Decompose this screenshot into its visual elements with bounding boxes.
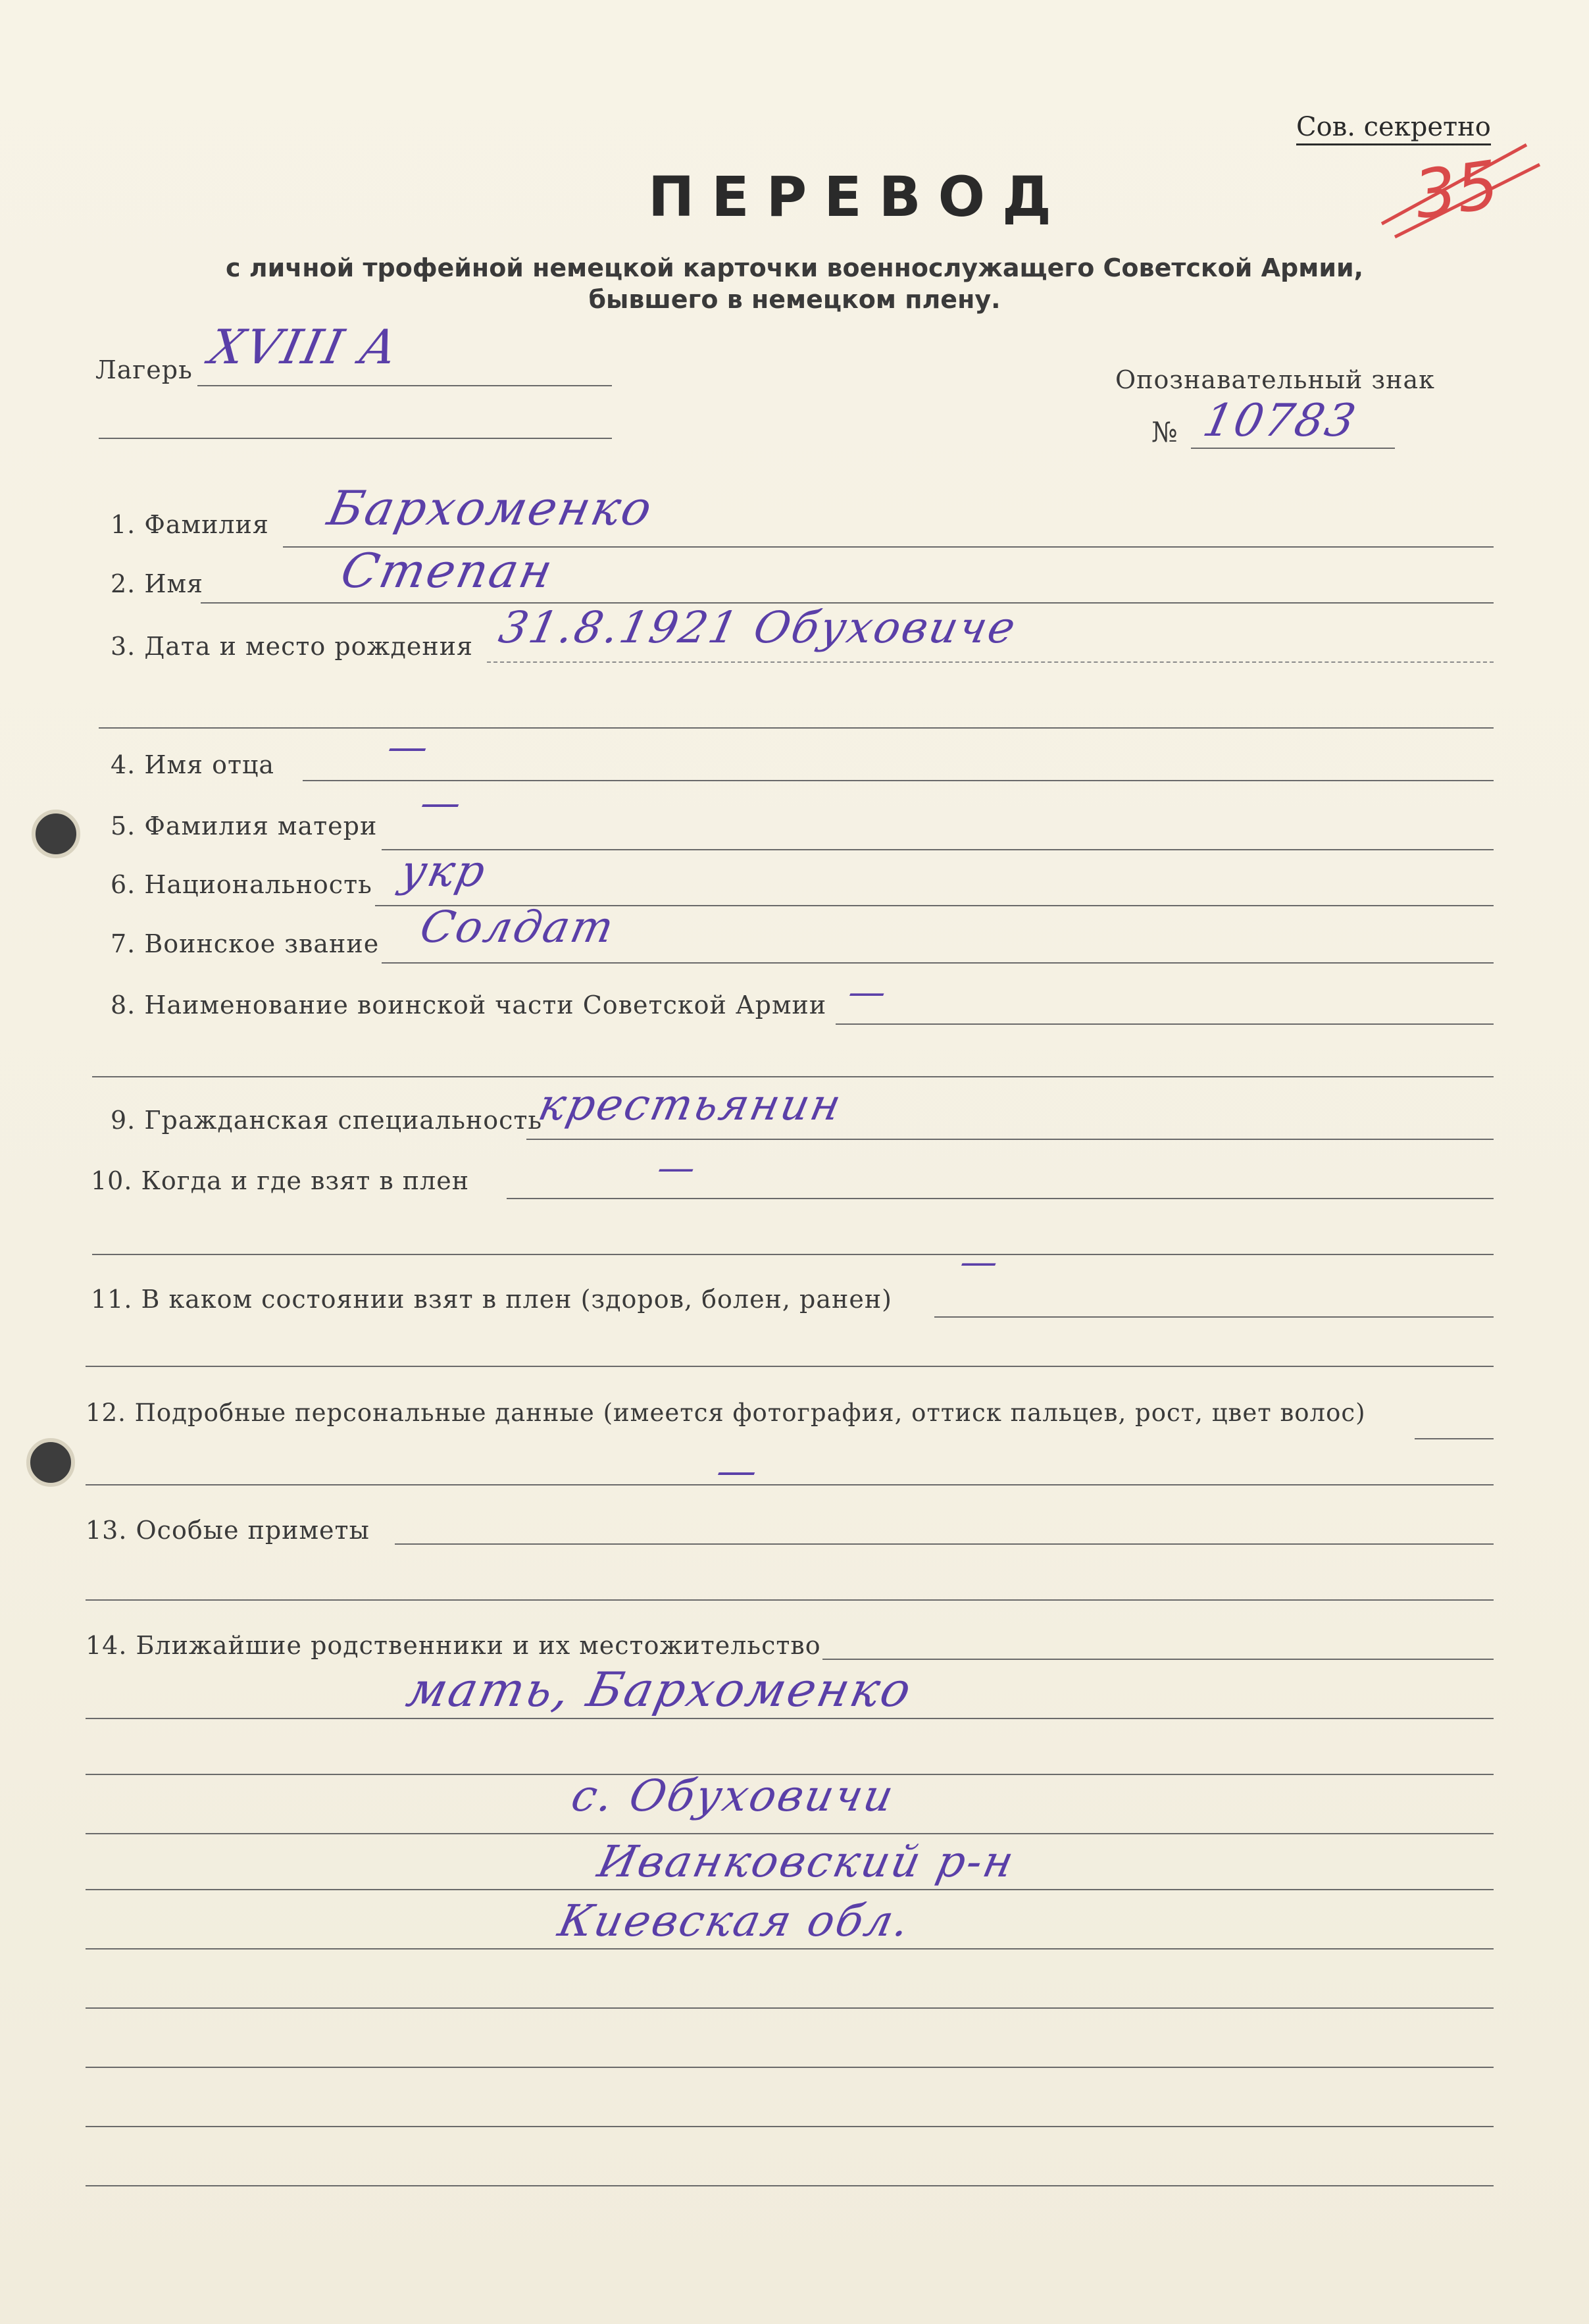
field-13-label: 13. Особые приметы [86, 1516, 370, 1545]
field-4-value: — [383, 724, 435, 770]
field-13-line [395, 1543, 1494, 1545]
field-4-label: 4. Имя отца [111, 750, 275, 779]
punch-hole-bottom [26, 1438, 75, 1487]
red-handwritten-mark: 35 [1409, 145, 1503, 234]
id-tag-underline [1191, 448, 1395, 449]
field-12-line [1415, 1438, 1494, 1439]
field-7-value: Солдат [415, 902, 620, 952]
field-14-ruled-line-6 [86, 2007, 1494, 2009]
field-5-label: 5. Фамилия матери [111, 812, 378, 840]
field-11-line [934, 1316, 1494, 1318]
field-14-ruled-line-1 [86, 1718, 1494, 1719]
field-14-value-line1: мать, Бархоменко [402, 1662, 918, 1717]
field-10-line [507, 1198, 1494, 1199]
document-title: ПЕРЕВОД [648, 165, 1069, 229]
field-5-line [382, 849, 1494, 850]
field-1-label: 1. Фамилия [111, 510, 269, 539]
field-14-ruled-line-8 [86, 2126, 1494, 2127]
document-subtitle-line2: бывшего в немецком плену. [588, 285, 1001, 314]
field-7-line [382, 962, 1494, 964]
field-9-line [526, 1139, 1494, 1140]
field-14-value-line3: Иванковский р-н [593, 1836, 1020, 1887]
field-4-line [303, 780, 1494, 781]
field-14-ruled-line-9 [86, 2185, 1494, 2186]
id-tag-label: Опознавательный знак [1115, 365, 1435, 394]
field-6-value: укр [395, 846, 492, 896]
field-2-label: 2. Имя [111, 569, 204, 598]
field-14-ruled-line-3 [86, 1833, 1494, 1834]
field-8-label: 8. Наименование воинской части Советской Армии [111, 991, 827, 1020]
field-3-extra-line [99, 727, 1494, 729]
field-9-value: крестьянин [534, 1079, 847, 1130]
field-14-ruled-line-5 [86, 1948, 1494, 1950]
field-3-label: 3. Дата и место рождения [111, 632, 474, 661]
field-10-label: 10. Когда и где взят в плен [91, 1166, 470, 1195]
red-underline-scribble [1375, 132, 1546, 250]
field-10-value: — [653, 1147, 701, 1189]
field-11-value: — [956, 1241, 1004, 1283]
punch-hole-top [32, 810, 80, 858]
field-13-extra-line [86, 1599, 1494, 1601]
field-6-label: 6. Национальность [111, 870, 372, 899]
id-tag-number-prefix: № [1151, 416, 1178, 448]
field-12-value: — [712, 1448, 764, 1494]
id-tag-number: 10783 [1198, 395, 1362, 447]
field-11-extra-line [86, 1366, 1494, 1367]
field-8-line [836, 1023, 1494, 1025]
field-5-value: — [416, 780, 468, 826]
field-1-value: Бархоменко [323, 480, 659, 536]
field-10-extra-line [92, 1254, 1494, 1255]
camp-extra-line [99, 438, 612, 439]
field-8-extra-line [92, 1076, 1494, 1077]
field-12-extra-line [86, 1484, 1494, 1485]
secret-stamp-label: Сов. секретно [1296, 112, 1491, 145]
field-9-label: 9. Гражданская специальность [111, 1106, 543, 1135]
camp-label: Лагерь [95, 355, 193, 384]
camp-underline [197, 385, 612, 386]
field-14-ruled-line-4 [86, 1889, 1494, 1890]
field-3-line [487, 661, 1494, 663]
field-14-value-line2: с. Обуховичи [567, 1770, 900, 1821]
field-2-value: Степан [336, 543, 559, 598]
field-14-line [822, 1659, 1494, 1660]
field-14-ruled-line-7 [86, 2067, 1494, 2068]
field-14-value-line4: Киевская обл. [553, 1896, 916, 1946]
field-14-label: 14. Ближайшие родственники и их местожительство [86, 1631, 821, 1660]
field-7-label: 7. Воинское звание [111, 929, 380, 958]
field-3-value: 31.8.1921 Обуховиче [494, 602, 1022, 653]
camp-value: XVIII A [205, 319, 404, 374]
field-11-label: 11. В каком состоянии взят в плен (здоров, болен, ранен) [91, 1285, 892, 1314]
document-subtitle-line1: с личной трофейной немецкой карточки военнослужащего Советской Армии, [225, 253, 1364, 282]
field-12-label: 12. Подробные персональные данные (имеется фотография, оттиск пальцев, рост, цвет волос) [86, 1399, 1366, 1427]
field-8-value: — [844, 971, 892, 1014]
